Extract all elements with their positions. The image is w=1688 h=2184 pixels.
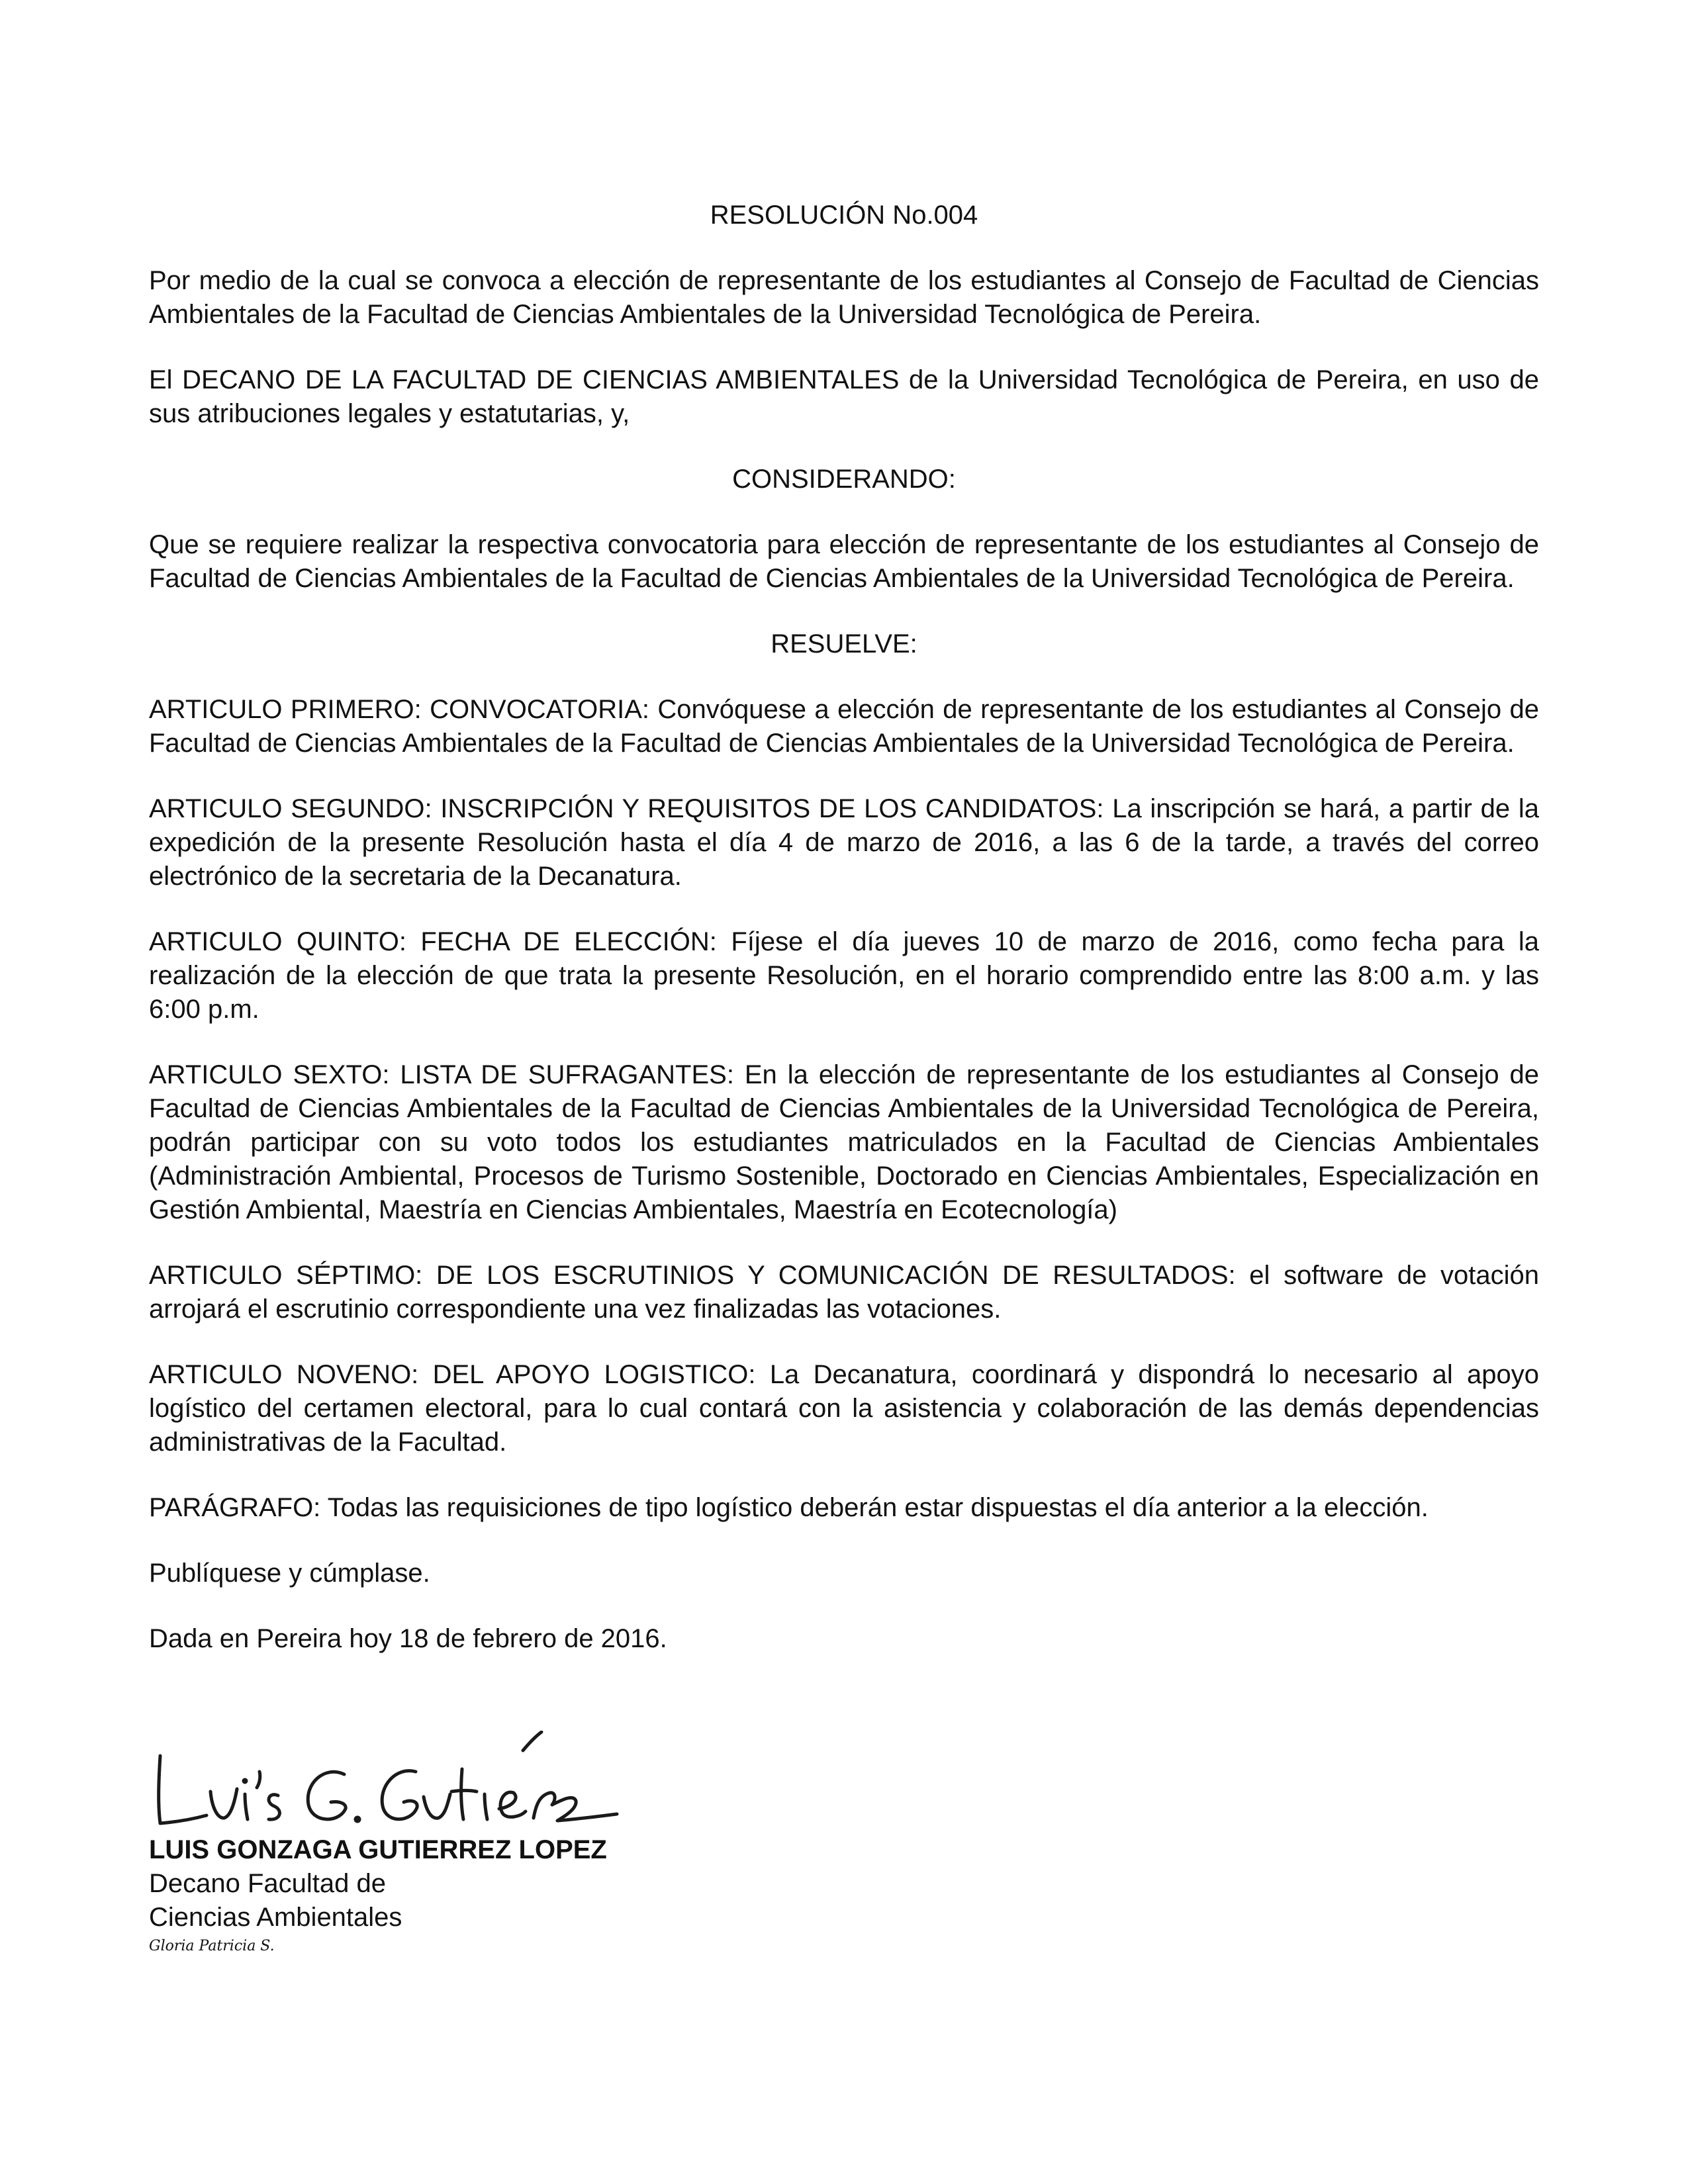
closing-formula: Publíquese y cúmplase. bbox=[149, 1559, 430, 1588]
article-segundo: ARTICULO SEGUNDO: INSCRIPCIÓN Y REQUISITOS DE LOS CANDIDATOS: La inscripción se hará, a partir de la expedición de la presente Resolución hasta el día 4 de marzo de 2016, a las 6 de la tarde, a través del correo electrónico de la secretaria de la Decanatura. bbox=[149, 794, 1539, 891]
resolution-intro: Por medio de la cual se convoca a elección de representante de los estudiantes al Consejo de Facultad de Ciencias Ambientales de la Facultad de Ciencias Ambientales de la Universidad Tecnológica de Pereira. bbox=[149, 266, 1539, 329]
article-primero: ARTICULO PRIMERO: CONVOCATORIA: Convóquese a elección de representante de los estudiantes al Consejo de Facultad de Ciencias Ambientales de la Facultad de Ciencias Ambientales de la Universidad Tecnológica de Pereira. bbox=[149, 695, 1539, 758]
considerando-heading: CONSIDERANDO: bbox=[732, 465, 956, 494]
resolution-title: RESOLUCIÓN No.004 bbox=[710, 201, 978, 230]
transcriber-initials: Gloria Patricia S. bbox=[149, 1938, 275, 1954]
paragrafo: PARÁGRAFO: Todas las requisiciones de tipo logístico deberán estar dispuestas el día anterior a la elección. bbox=[149, 1493, 1429, 1522]
resuelve-heading: RESUELVE: bbox=[771, 629, 917, 659]
signer-name: LUIS GONZAGA GUTIERREZ LOPEZ bbox=[149, 1835, 607, 1864]
article-septimo: ARTICULO SÉPTIMO: DE LOS ESCRUTINIOS Y COMUNICACIÓN DE RESULTADOS: el software de votación arrojará el escrutinio correspondiente una vez finalizadas las votaciones. bbox=[149, 1261, 1539, 1324]
date-line: Dada en Pereira hoy 18 de febrero de 2016. bbox=[149, 1624, 667, 1653]
considerando-text: Que se requiere realizar la respectiva convocatoria para elección de representante de los estudiantes al Consejo de Facultad de Ciencias Ambientales de la Facultad de Ciencias Ambientales de la Universidad Tecnológica de Pereira. bbox=[149, 530, 1539, 593]
article-quinto: ARTICULO QUINTO: FECHA DE ELECCIÓN: Fíjese el día jueves 10 de marzo de 2016, como fecha para la realización de la elección de que trata la presente Resolución, en el horario comprendido entre las 8:00 a.m. y las 6:00 p.m. bbox=[149, 927, 1539, 1024]
authority-statement: El DECANO DE LA FACULTAD DE CIENCIAS AMBIENTALES de la Universidad Tecnológica de Pereira, en uso de sus atribuciones legales y estatutarias, y, bbox=[149, 365, 1539, 428]
article-noveno: ARTICULO NOVENO: DEL APOYO LOGISTICO: La Decanatura, coordinará y dispondrá lo necesario al apoyo logístico del certamen electoral, para lo cual contará con la asistencia y colaboración de las demás dependencias administrativas de la Facultad. bbox=[149, 1360, 1539, 1457]
resolution-body bbox=[149, 199, 1539, 1656]
signer-title-line2: Ciencias Ambientales bbox=[149, 1903, 402, 1932]
article-sexto: ARTICULO SEXTO: LISTA DE SUFRAGANTES: En la elección de representante de los estudiantes al Consejo de Facultad de Ciencias Ambientales de la Facultad de Ciencias Ambientales de la Universidad Tecnológica de Pereira, podrán participar con su voto todos los estudiantes matriculados en la Facultad de Ciencias Ambientales (Administración Ambiental, Procesos de Turismo Sostenible, Doctorado en Ciencias Ambientales, Especialización en Gestión Ambiental, Maestría en Ciencias Ambientales, Maestría en Ecotecnología) bbox=[149, 1060, 1539, 1224]
signer-title-line1: Decano Facultad de bbox=[149, 1869, 387, 1898]
signature-block bbox=[149, 1833, 943, 1956]
handwritten-signature bbox=[146, 1731, 649, 1837]
